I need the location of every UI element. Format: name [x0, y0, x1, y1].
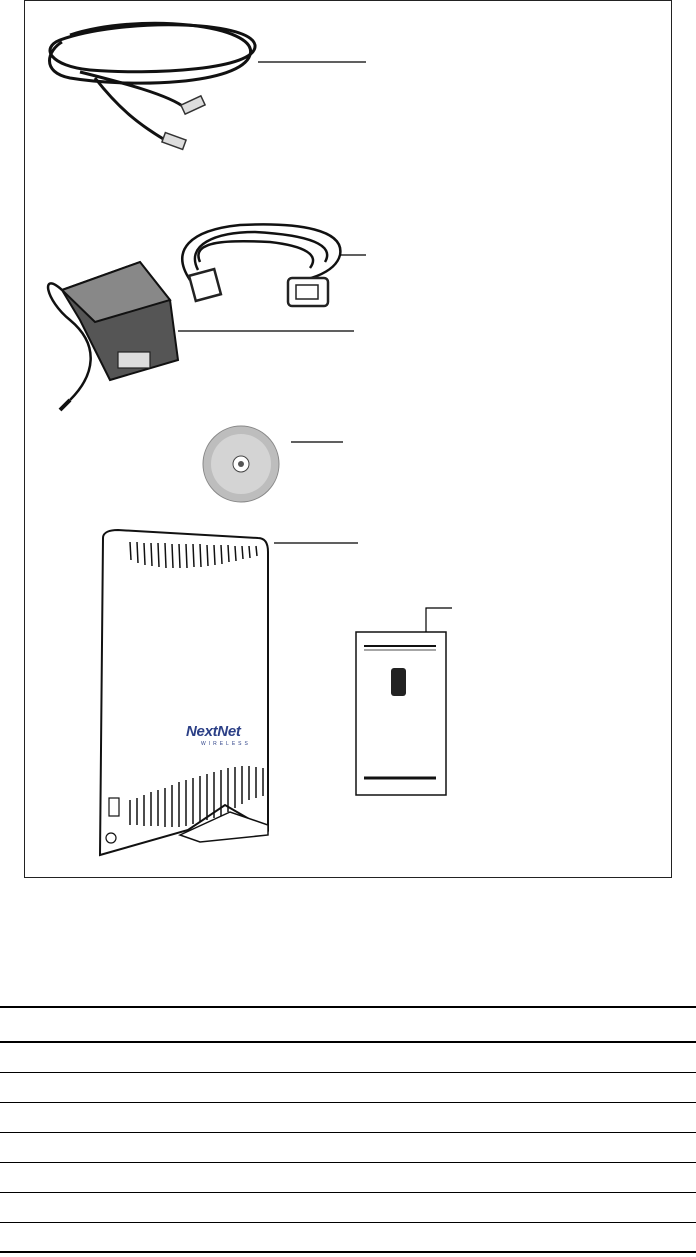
cd-icon	[203, 426, 279, 502]
leader-line	[426, 608, 452, 632]
table-row	[0, 1043, 696, 1073]
table-row	[0, 1163, 696, 1193]
nextnet-logo-text: NextNet	[186, 723, 241, 740]
contents-table	[0, 1006, 696, 1253]
manual-booklet-icon	[356, 632, 446, 795]
nextnet-logo-subtext: WIRELESS	[201, 741, 251, 747]
table-row	[0, 1073, 696, 1103]
table-row	[0, 1133, 696, 1163]
modem-icon	[100, 530, 268, 855]
ethernet-cable-icon	[50, 23, 256, 149]
power-adapter-icon	[48, 262, 178, 410]
table-row	[0, 1103, 696, 1133]
table-header-row	[0, 1006, 696, 1043]
power-cord-icon	[182, 224, 340, 306]
table-row	[0, 1193, 696, 1223]
table-row	[0, 1223, 696, 1253]
